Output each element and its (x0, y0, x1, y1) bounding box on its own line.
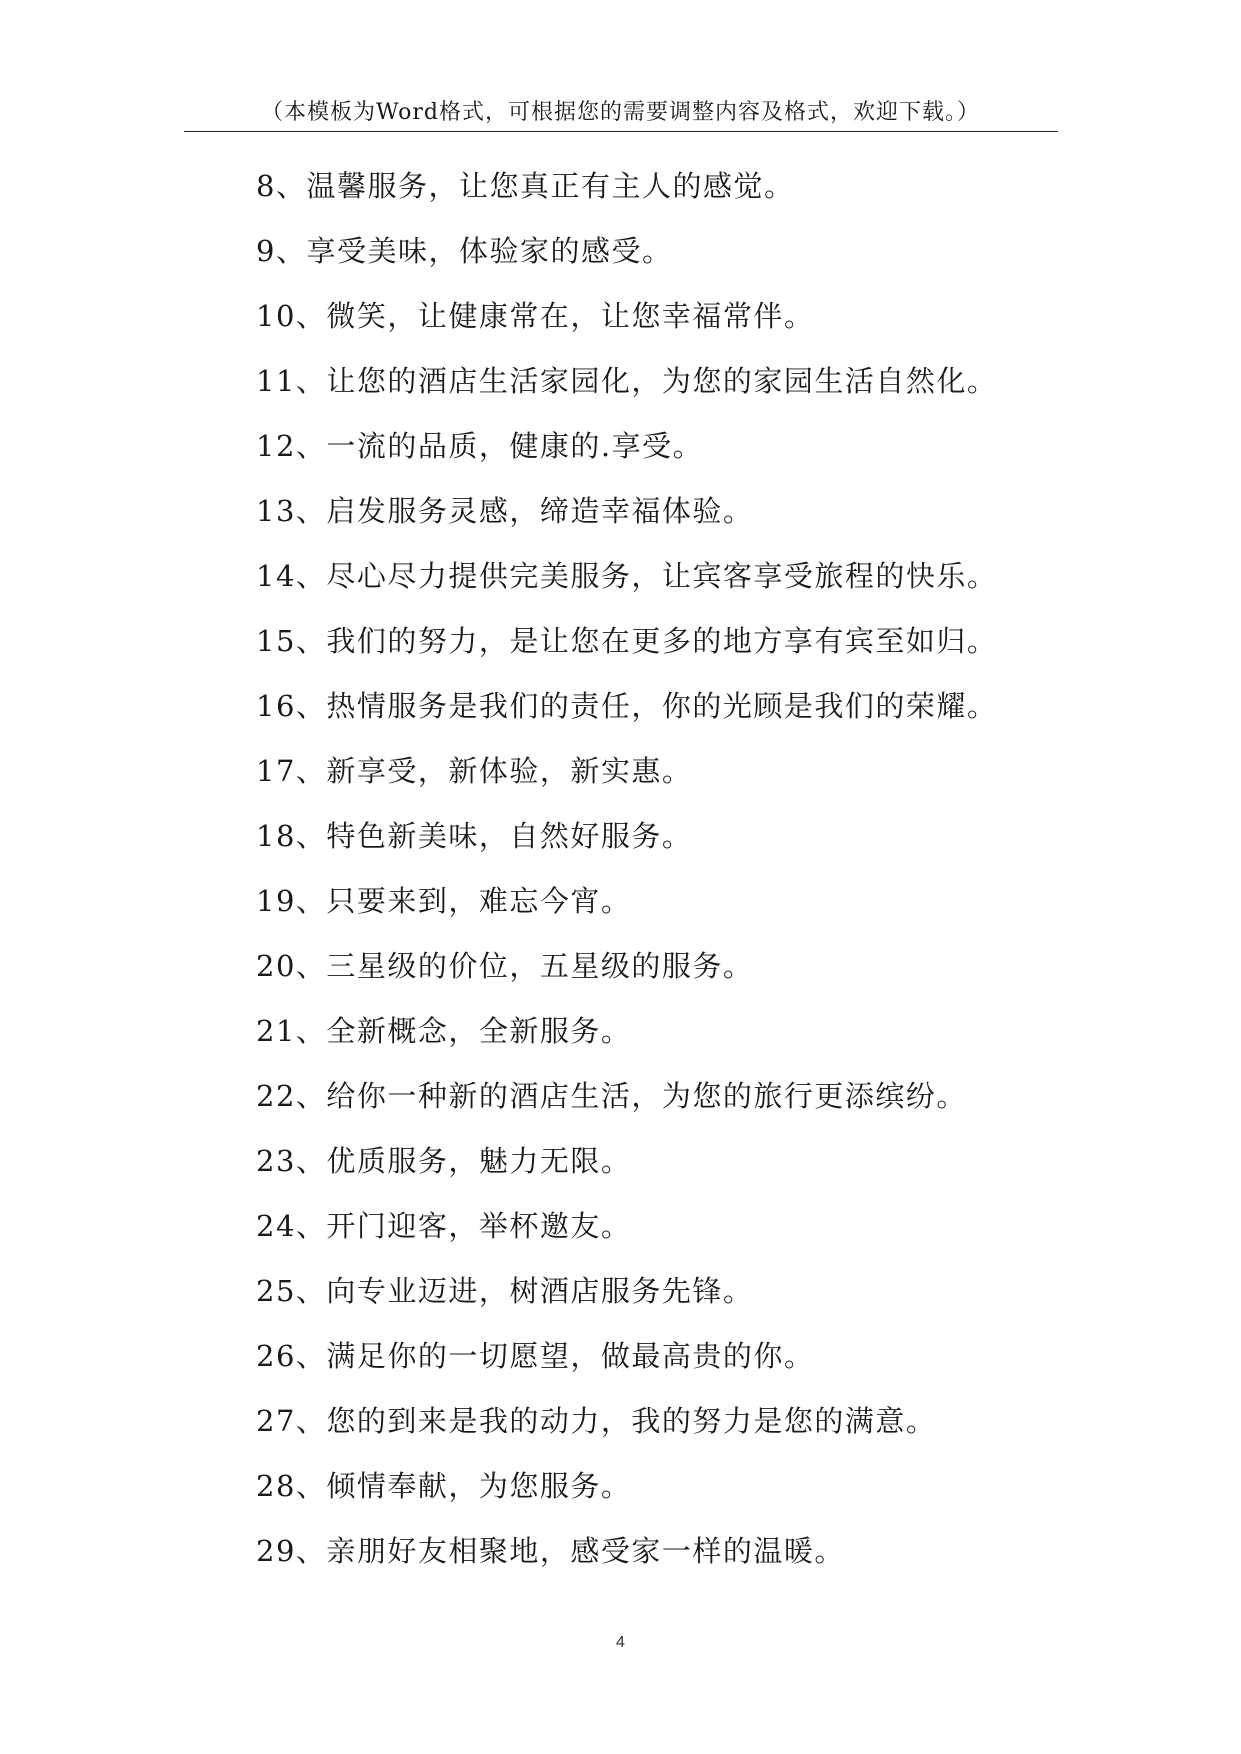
list-item: 22、给你一种新的酒店生活，为您的旅行更添缤纷。 (256, 1079, 967, 1113)
list-item: 14、尽心尽力提供完美服务，让宾客享受旅程的快乐。 (256, 559, 998, 593)
list-item: 9、享受美味，体验家的感受。 (256, 234, 673, 268)
list-item: 29、亲朋好友相聚地，感受家一样的温暖。 (256, 1534, 845, 1568)
list-item: 20、三星级的价位，五星级的服务。 (256, 949, 754, 983)
list-item: 10、微笑，让健康常在，让您幸福常伴。 (256, 299, 815, 333)
list-item: 11、让您的酒店生活家园化，为您的家园生活自然化。 (256, 364, 998, 398)
list-item: 16、热情服务是我们的责任，你的光顾是我们的荣耀。 (256, 689, 998, 723)
list-item: 8、温馨服务，让您真正有主人的感觉。 (256, 169, 795, 203)
list-item: 12、一流的品质，健康的.享受。 (256, 429, 704, 463)
list-item: 28、倾情奉献，为您服务。 (256, 1469, 632, 1503)
list-item: 21、全新概念，全新服务。 (256, 1014, 632, 1048)
list-item: 17、新享受，新体验，新实惠。 (256, 754, 693, 788)
list-item: 18、特色新美味，自然好服务。 (256, 819, 693, 853)
list-item: 23、优质服务，魅力无限。 (256, 1144, 632, 1178)
list-item: 24、开门迎客，举杯邀友。 (256, 1209, 632, 1243)
page-header: （本模板为Word格式，可根据您的需要调整内容及格式，欢迎下载。） (261, 100, 980, 125)
list-item: 25、向专业迈进，树酒店服务先锋。 (256, 1274, 754, 1308)
list-item: 27、您的到来是我的动力，我的努力是您的满意。 (256, 1404, 937, 1438)
list-item: 26、满足你的一切愿望，做最高贵的你。 (256, 1339, 815, 1373)
list-item: 15、我们的努力，是让您在更多的地方享有宾至如归。 (256, 624, 998, 658)
list-item: 19、只要来到，难忘今宵。 (256, 884, 632, 918)
slogan-list (256, 155, 1196, 1585)
page-number: 4 (616, 1634, 625, 1651)
list-item: 13、启发服务灵感，缔造幸福体验。 (256, 494, 754, 528)
header-divider (184, 131, 1058, 132)
